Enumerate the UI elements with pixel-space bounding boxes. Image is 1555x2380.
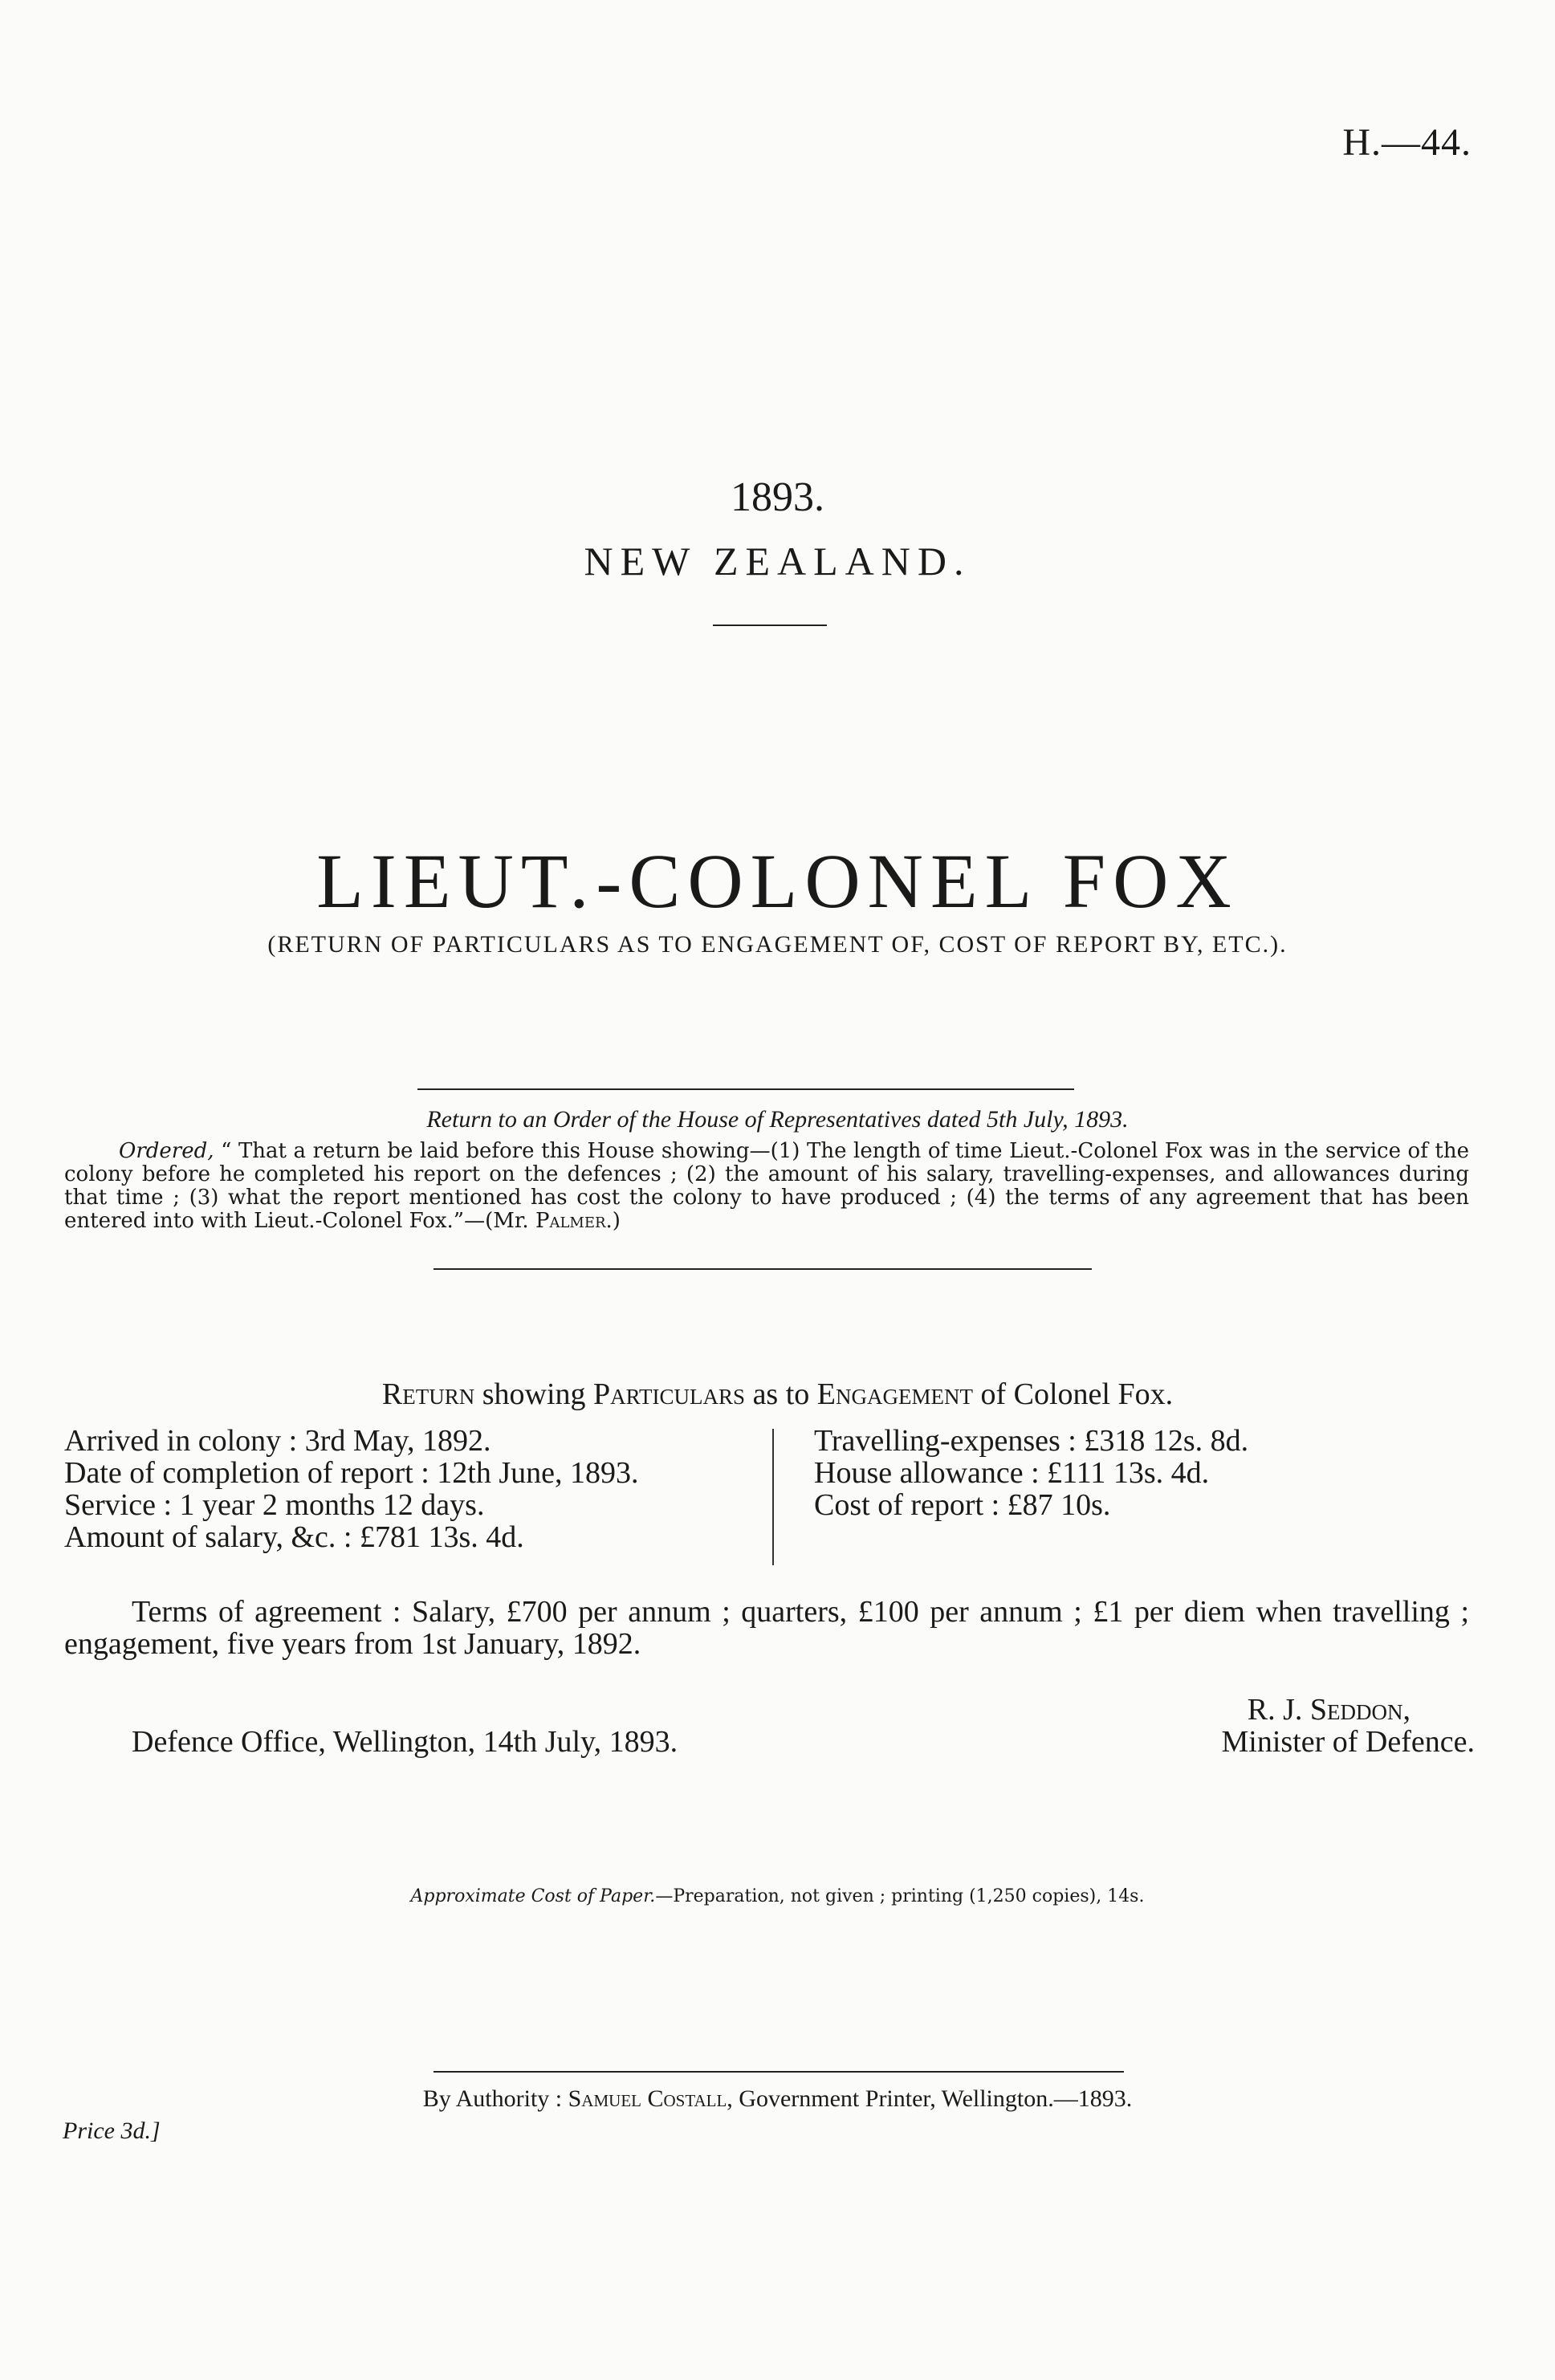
ordered-label: Ordered, bbox=[119, 1139, 214, 1163]
heading-word-engagement: Engagement bbox=[816, 1377, 973, 1411]
paper-reference: H.—44. bbox=[1342, 121, 1472, 164]
signatory-initials: R. J. bbox=[1247, 1693, 1310, 1727]
signatory-surname: Seddon bbox=[1309, 1693, 1403, 1727]
terms-of-agreement: Terms of agreement : Salary, £700 per annum ; quarters, £100 per annum ; £1 per diem when travelling ; engagement, five years from 1st January, 1892. bbox=[64, 1595, 1469, 1661]
particular-arrived: Arrived in colony : 3rd May, 1892. bbox=[64, 1424, 491, 1458]
authority-suffix: , Government Printer, Wellington.—1893. bbox=[727, 2085, 1133, 2112]
place-and-date: Defence Office, Wellington, 14th July, 1893. bbox=[132, 1725, 678, 1759]
return-heading bbox=[0, 1377, 1555, 1412]
price: Price 3d.] bbox=[63, 2118, 161, 2144]
particular-cost-of-report: Cost of report : £87 10s. bbox=[814, 1488, 1111, 1522]
order-top-rule bbox=[417, 1088, 1074, 1090]
heading-word-4: as to bbox=[745, 1377, 817, 1411]
authority-prefix: By Authority : bbox=[422, 2085, 568, 2112]
order-mover-suffix: .) bbox=[605, 1209, 621, 1233]
particulars-left-column bbox=[64, 1425, 755, 1553]
country: NEW ZEALAND. bbox=[584, 539, 971, 584]
heading-word-return: Return bbox=[381, 1377, 475, 1411]
order-bottom-rule bbox=[434, 1268, 1092, 1270]
order-mover: Palmer bbox=[535, 1209, 606, 1233]
particular-travelling: Travelling-expenses : £318 12s. 8d. bbox=[814, 1424, 1249, 1458]
heading-word-particulars: Particulars bbox=[593, 1377, 746, 1411]
order-reference: Return to an Order of the House of Representatives dated 5th July, 1893. bbox=[426, 1106, 1129, 1133]
particular-house-allowance: House allowance : £111 13s. 4d. bbox=[814, 1456, 1210, 1490]
year: 1893. bbox=[731, 474, 824, 520]
heading-word-2: showing bbox=[474, 1377, 594, 1411]
cost-text: —Preparation, not given ; printing (1,250 copies), 14s. bbox=[655, 1886, 1145, 1906]
particular-salary: Amount of salary, &c. : £781 13s. 4d. bbox=[64, 1520, 524, 1554]
authority-rule bbox=[434, 2071, 1124, 2073]
particulars-right-column bbox=[814, 1425, 1488, 1521]
order-text bbox=[64, 1140, 1469, 1233]
heading-word-6: of Colonel Fox. bbox=[972, 1377, 1174, 1411]
signatory-title: Minister of Defence. bbox=[1221, 1725, 1475, 1759]
printer-name: Samuel Costall bbox=[568, 2085, 727, 2112]
printer-authority bbox=[0, 2085, 1555, 2113]
page-subtitle: (RETURN OF PARTICULARS AS TO ENGAGEMENT OF, COST OF REPORT BY, ETC.). bbox=[267, 931, 1288, 958]
signatory-suffix: , bbox=[1402, 1693, 1410, 1727]
cost-label: Approximate Cost of Paper. bbox=[410, 1886, 656, 1906]
particular-service: Service : 1 year 2 months 12 days. bbox=[64, 1488, 485, 1522]
page-title: LIEUT.-COLONEL FOX bbox=[316, 838, 1239, 924]
order-body: “ That a return be laid before this House showing—(1) The length of time Lieut.-Colonel Fox was in the service of the colony before he completed his report on the defences ; (2) the amount of his salary, travelling-expenses, and allowances during that time ; (3) what the report mentioned has cost the colony to have produced ; (4) the terms of any agreement that has been entered into with Lieut.-Colonel Fox.”—(Mr. bbox=[64, 1139, 1469, 1233]
approximate-cost bbox=[0, 1886, 1555, 1906]
title-divider bbox=[713, 624, 827, 626]
column-divider bbox=[772, 1429, 774, 1565]
signatory-name bbox=[1248, 1692, 1410, 1727]
particular-completion: Date of completion of report : 12th June, 1893. bbox=[64, 1456, 639, 1490]
